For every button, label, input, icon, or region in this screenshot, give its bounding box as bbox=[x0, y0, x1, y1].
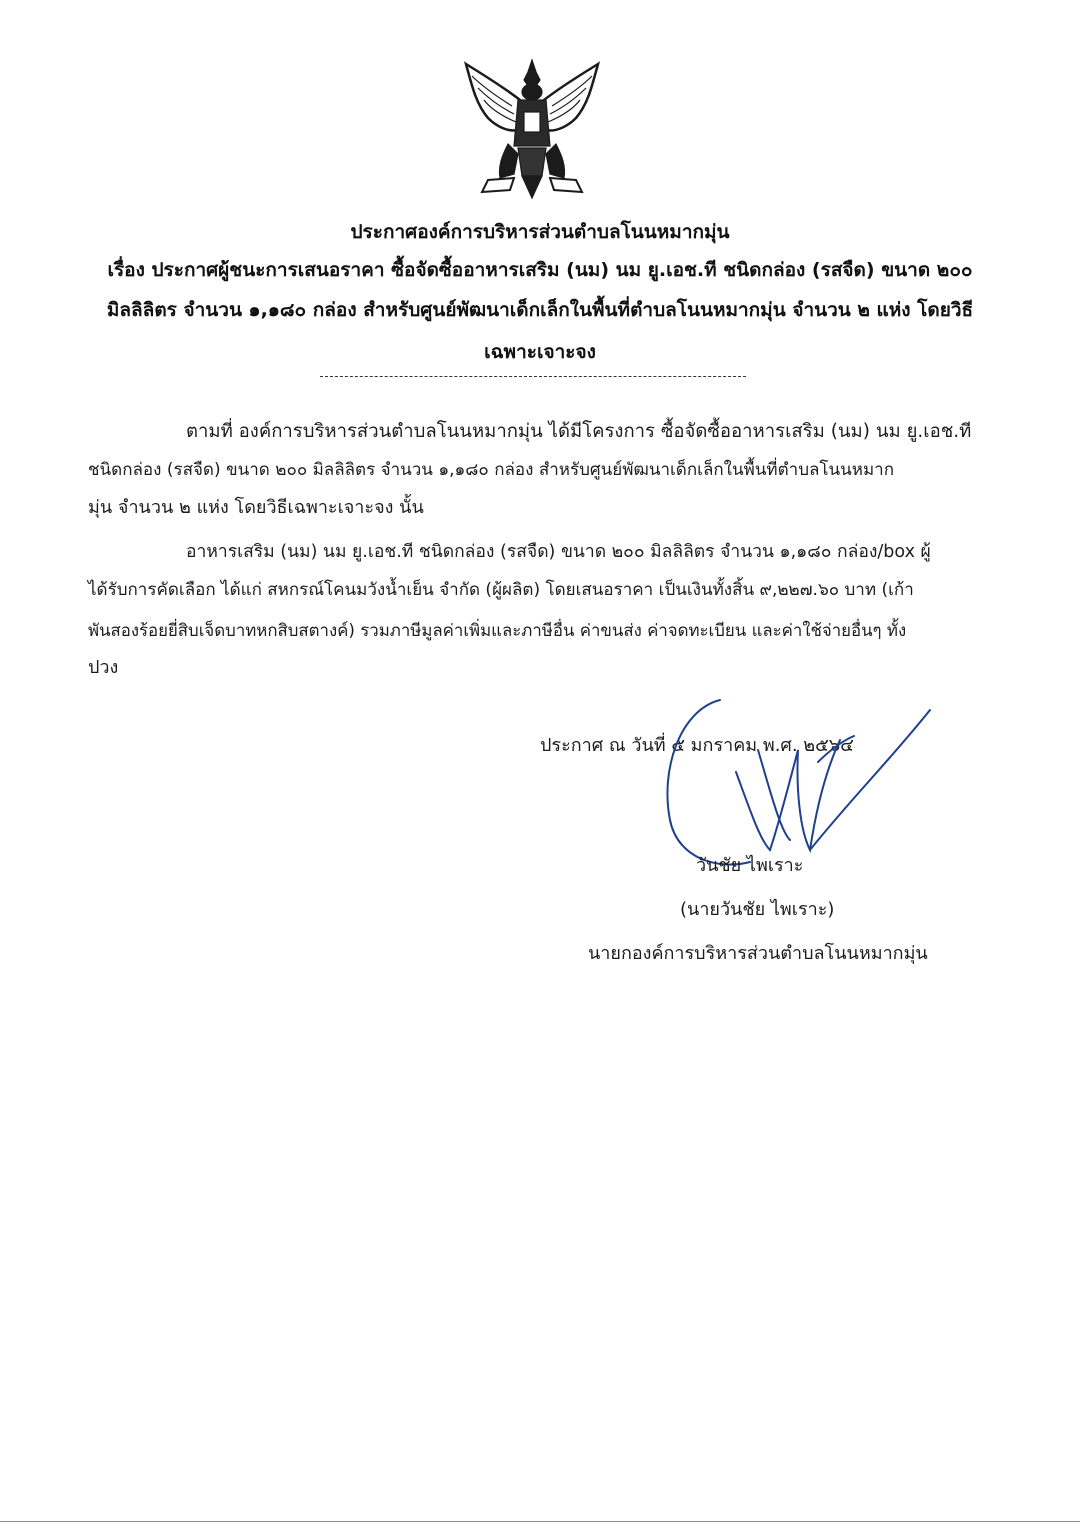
garuda-emblem-icon bbox=[452, 56, 612, 206]
subject-line-2: มิลลิลิตร จำนวน ๑,๑๘๐ กล่อง สำหรับศูนย์พัฒนาเด็กเล็กในพื้นที่ตำบลโนนหมากมุ่น จำนวน ๒ แห่ง โดยวิธี bbox=[106, 299, 974, 321]
date-line: ประกาศ ณ วันที่ ๕ มกราคม พ.ศ. ๒๕๖๔ bbox=[540, 735, 854, 756]
divider bbox=[320, 376, 746, 377]
paragraph-2-line-1: อาหารเสริม (นม) นม ยู.เอช.ที ชนิดกล่อง (รสจืด) ขนาด ๒๐๐ มิลลิลิตร จำนวน ๑,๑๘๐ กล่อง/box ผู้ bbox=[186, 542, 931, 562]
paragraph-1-line-3: มุ่น จำนวน ๒ แห่ง โดยวิธีเฉพาะเจาะจง นั้น bbox=[88, 497, 424, 518]
signed-name: วันชัย ไพเราะ bbox=[696, 855, 804, 876]
position-title: นายกองค์การบริหารส่วนตำบลโนนหมากมุ่น bbox=[588, 943, 928, 964]
subject-line-1: เรื่อง ประกาศผู้ชนะการเสนอราคา ซื้อจัดซื้ออาหารเสริม (นม) นม ยู.เอช.ที ชนิดกล่อง (รสจืด) ขนาด ๒๐๐ bbox=[107, 259, 973, 281]
full-name: (นายวันชัย ไพเราะ) bbox=[680, 899, 835, 920]
subject-line-3: เฉพาะเจาะจง bbox=[484, 341, 596, 363]
paragraph-2-line-4: ปวง bbox=[88, 657, 119, 678]
org-title: ประกาศองค์การบริหารส่วนตำบลโนนหมากมุ่น bbox=[350, 221, 730, 243]
paragraph-2-line-2: ได้รับการคัดเลือก ได้แก่ สหกรณ์โคนมวังน้ำเย็น จำกัด (ผู้ผลิต) โดยเสนอราคา เป็นเงินทั้งสิ้น ๙,๒๒๗.๖๐ บาท (เก้า bbox=[88, 580, 914, 600]
paragraph-2-line-3: พันสองร้อยยี่สิบเจ็ดบาทหกสิบสตางค์) รวมภาษีมูลค่าเพิ่มและภาษีอื่น ค่าขนส่ง ค่าจดทะเบียน และค่าใช้จ่ายอื่นๆ ทั้ง bbox=[88, 620, 907, 640]
paragraph-1-line-1: ตามที่ องค์การบริหารส่วนตำบลโนนหมากมุ่น ได้มีโครงการ ซื้อจัดซื้ออาหารเสริม (นม) นม ยู.เอช.ที bbox=[186, 421, 972, 442]
page-edge bbox=[0, 1521, 1080, 1522]
paragraph-1-line-2: ชนิดกล่อง (รสจืด) ขนาด ๒๐๐ มิลลิลิตร จำนวน ๑,๑๘๐ กล่อง สำหรับศูนย์พัฒนาเด็กเล็กในพื้นที่ตำบลโนนหมาก bbox=[88, 460, 895, 480]
